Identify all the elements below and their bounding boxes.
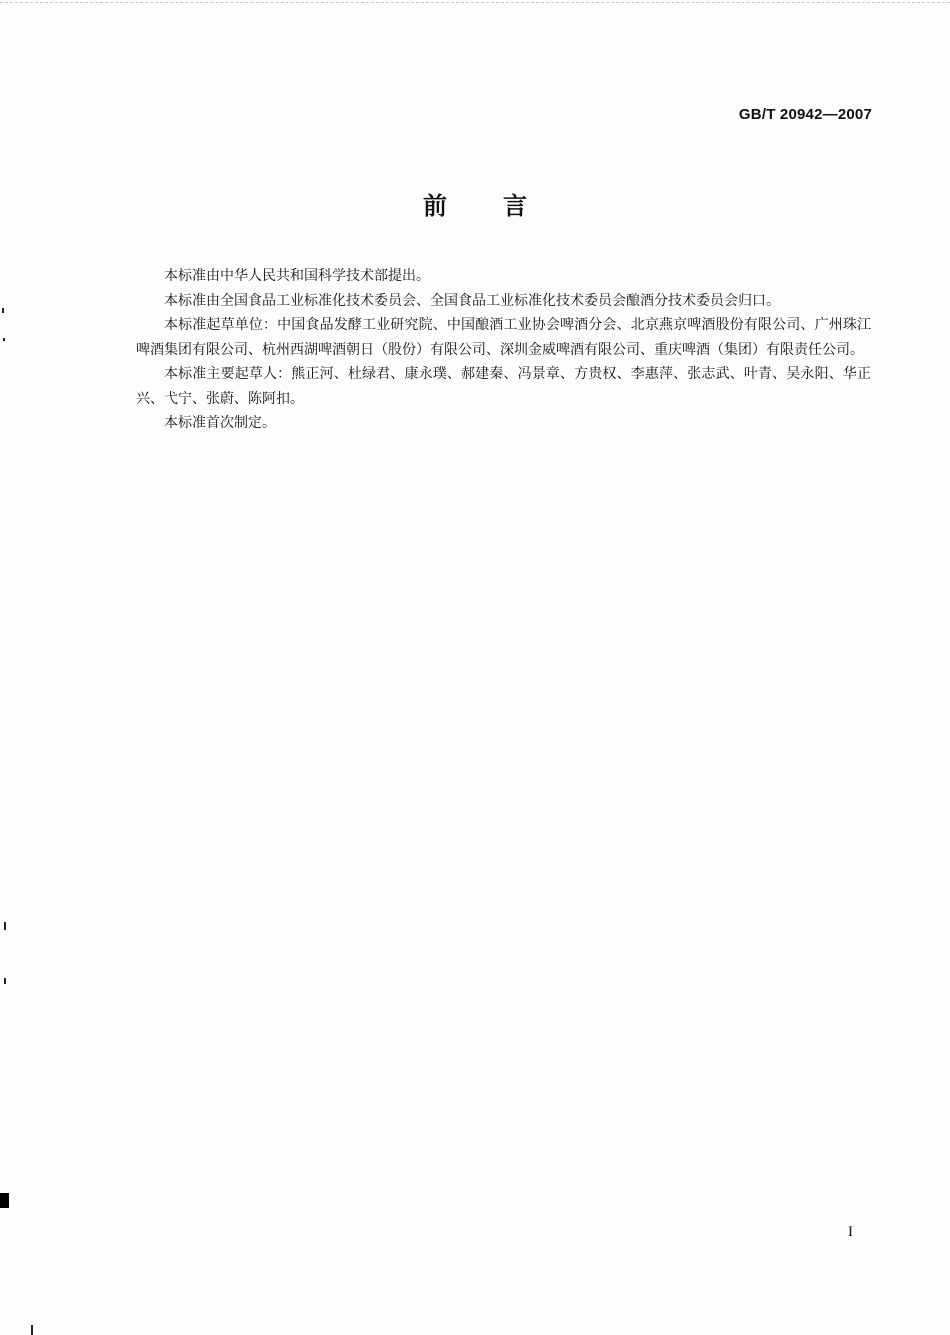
page-number: I (848, 1224, 853, 1240)
scan-mark (4, 922, 6, 930)
scan-mark (2, 308, 4, 313)
paragraph-drafting-units: 本标准起草单位：中国食品发酵工业研究院、中国酿酒工业协会啤酒分会、北京燕京啤酒股份有限公司、广州珠江啤酒集团有限公司、杭州西湖啤酒朝日（股份）有限公司、深圳金威啤酒有限公司、重庆啤酒（集团）有限责任公司。 (136, 317, 871, 358)
paragraph-proposer: 本标准由中华人民共和国科学技术部提出。 (164, 268, 430, 284)
paragraph-drafters: 本标准主要起草人：熊正河、杜绿君、康永璞、郝建秦、冯景章、方贵权、李惠萍、张志武、叶青、吴永阳、华正兴、弋宁、张蔚、陈阿扣。 (136, 366, 871, 407)
paragraph-administrator: 本标准由全国食品工业标准化技术委员会、全国食品工业标准化技术委员会酿酒分技术委员会归口。 (164, 292, 780, 309)
foreword-body (136, 264, 871, 436)
standard-number: GB/T 20942—2007 (738, 106, 872, 123)
paragraph-first-edition: 本标准首次制定。 (164, 415, 276, 431)
page-title (0, 186, 950, 221)
title-char-1: 前 (423, 192, 447, 220)
top-scan-rule (0, 2, 950, 3)
scan-mark (31, 1325, 33, 1335)
title-char-2: 言 (503, 192, 527, 220)
scan-mark (3, 338, 5, 341)
scan-mark (4, 978, 6, 984)
scan-mark (0, 1193, 9, 1208)
